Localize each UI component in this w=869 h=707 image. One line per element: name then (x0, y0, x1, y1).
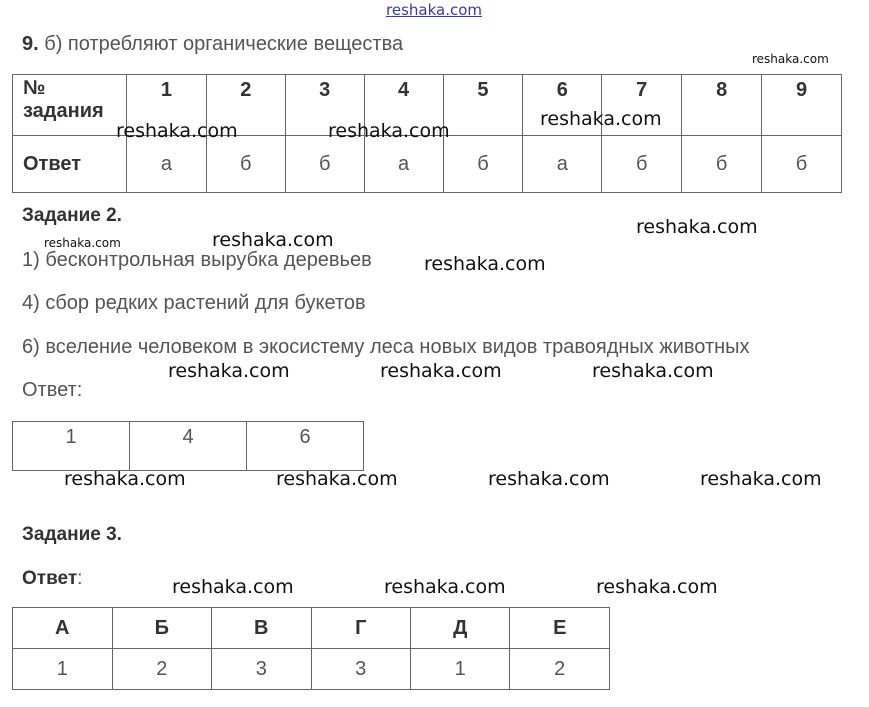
task3-col-header: Е (510, 608, 610, 649)
task9-col-header: 8 (682, 75, 762, 136)
task3-col-header: Г (311, 608, 410, 649)
task3-header-row (13, 608, 610, 649)
watermark-top[interactable]: reshaka.com (386, 1, 482, 19)
watermark: reshaka.com (44, 236, 121, 250)
task9-answer-cell: б (285, 136, 364, 193)
watermark: reshaka.com (212, 229, 334, 251)
task2-answer-label: Ответ: (22, 379, 83, 401)
watermark: reshaka.com (276, 468, 398, 490)
task3-value-cell: 3 (311, 649, 410, 690)
task9-col-header: 6 (523, 75, 602, 136)
task3-value-cell: 1 (13, 649, 113, 690)
task3-title: Задание 3. (22, 524, 122, 545)
watermark: reshaka.com (380, 360, 502, 382)
task3-value-cell: 2 (112, 649, 212, 690)
task9-col-header: 4 (364, 75, 443, 136)
task9-number: 9. (22, 33, 39, 55)
task2-item: 4) сбор редких растений для букетов (22, 292, 366, 314)
task2-item: 1) бесконтрольная вырубка деревьев (22, 249, 372, 271)
task2-item: 6) вселение человеком в экосистему леса новых видов травоядных животных (22, 336, 750, 358)
task9-answer-cell: б (443, 136, 523, 193)
task3-answer-heading (22, 568, 82, 590)
watermark: reshaka.com (328, 120, 450, 142)
task3-col-header: А (13, 608, 113, 649)
watermark: reshaka.com (116, 120, 238, 142)
watermark: reshaka.com (700, 468, 822, 490)
task9-answer-cell: б (762, 136, 842, 193)
task9-heading (22, 33, 403, 56)
task3-col-header: Д (410, 608, 510, 649)
task9-answer-cell: б (602, 136, 682, 193)
watermark: reshaka.com (540, 108, 662, 130)
watermark: reshaka.com (64, 468, 186, 490)
task9-answer-label: Ответ (13, 136, 127, 193)
task3-table (12, 607, 610, 690)
watermark: reshaka.com (384, 576, 506, 598)
watermark: reshaka.com (596, 576, 718, 598)
task9-col-header: 3 (285, 75, 364, 136)
task2-answer-cell: 1 (13, 422, 130, 471)
watermark: reshaka.com (168, 360, 290, 382)
task2-answer-row (13, 422, 364, 471)
watermark: reshaka.com (172, 576, 294, 598)
task2-answer-cell: 4 (130, 422, 247, 471)
task9-col-header: 1 (126, 75, 206, 136)
task2-title: Задание 2. (22, 205, 122, 226)
task3-value-row (13, 649, 610, 690)
task3-value-cell: 2 (510, 649, 610, 690)
task9-answer-cell: а (126, 136, 206, 193)
task9-col-header: 7 (602, 75, 682, 136)
watermark: reshaka.com (592, 360, 714, 382)
task9-answer-cell: б (682, 136, 762, 193)
task3-value-cell: 1 (410, 649, 510, 690)
task3-value-cell: 3 (212, 649, 312, 690)
task9-text: б) потребляют органические вещества (44, 33, 404, 55)
task9-header-label: № задания (13, 75, 127, 136)
watermark: reshaka.com (752, 52, 829, 66)
task9-answer-cell: а (523, 136, 602, 193)
task9-col-header: 2 (206, 75, 285, 136)
task9-answer-cell: а (364, 136, 443, 193)
watermark: reshaka.com (636, 216, 758, 238)
task3-col-header: Б (112, 608, 212, 649)
task2-table (12, 421, 364, 471)
task9-answer-cell: б (206, 136, 285, 193)
task9-col-header: 5 (443, 75, 523, 136)
task2-answer-cell: 6 (247, 422, 364, 471)
task3-answer-colon: : (77, 568, 83, 589)
task3-col-header: В (212, 608, 312, 649)
task3-answer-label: Ответ (22, 568, 78, 589)
task9-answer-row (13, 136, 842, 193)
watermark: reshaka.com (424, 253, 546, 275)
watermark: reshaka.com (488, 468, 610, 490)
task9-col-header: 9 (762, 75, 842, 136)
